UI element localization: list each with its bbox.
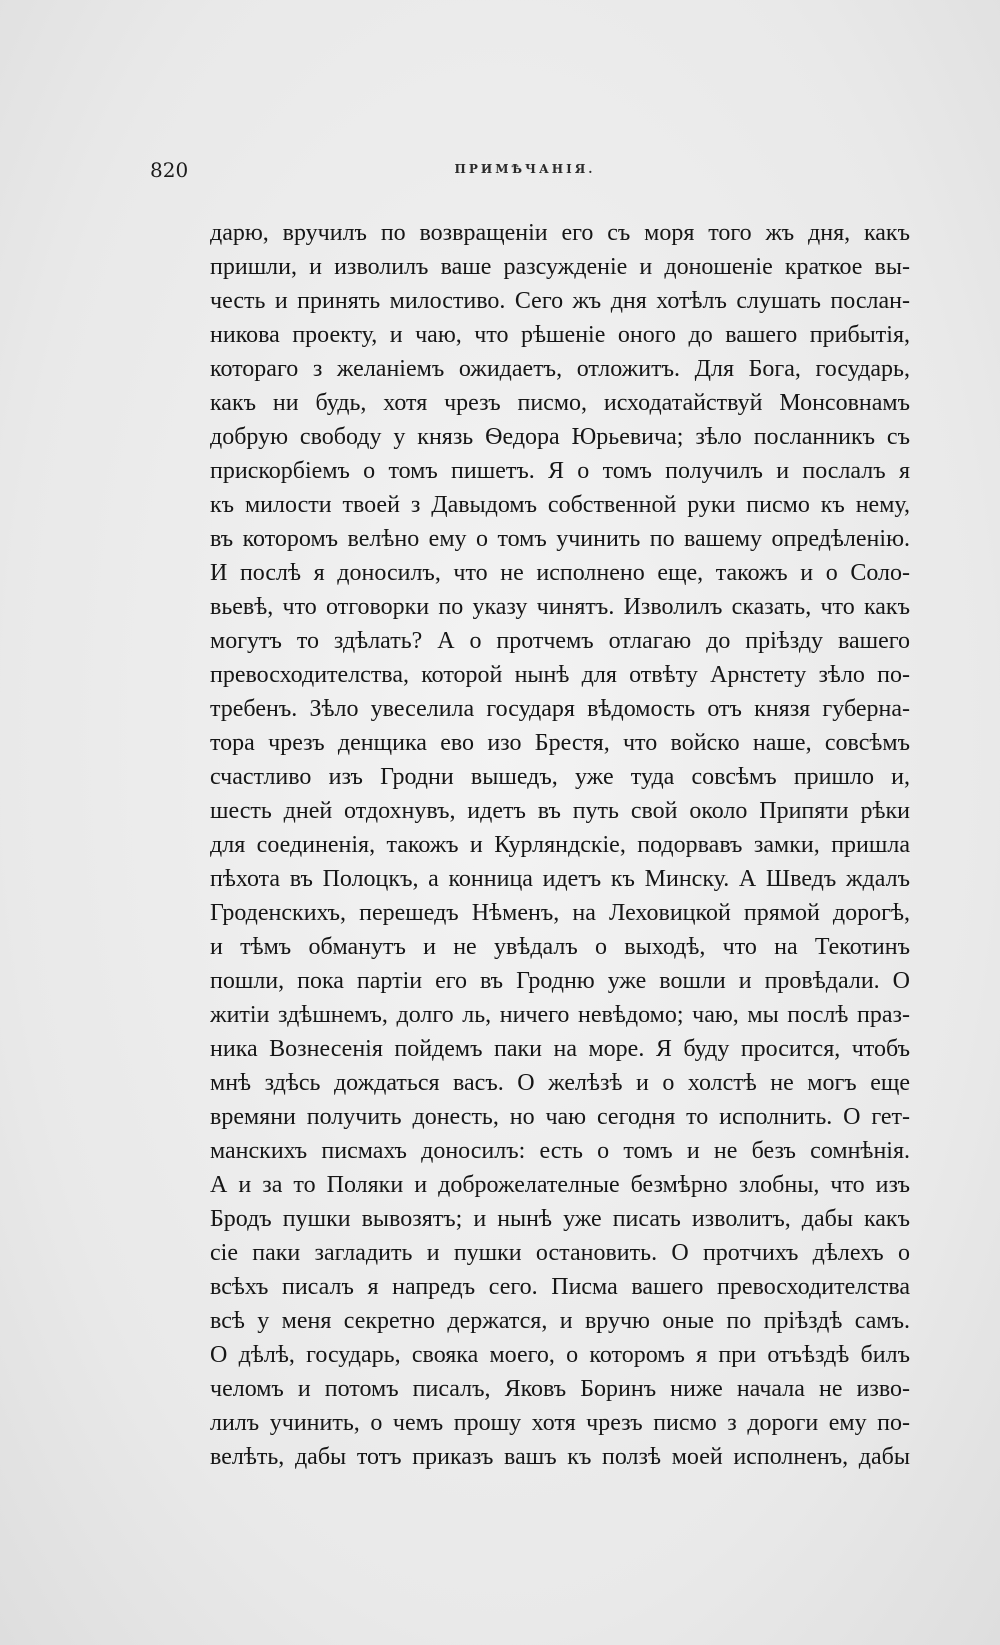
text-line: котораго з желаніемъ ожидаетъ, отложитъ. Для Бога, государь, (210, 356, 910, 382)
text-line: въ которомъ велѣно ему о томъ учинить по вашему опредѣленію. (210, 526, 910, 552)
page-number: 820 (150, 158, 189, 182)
text-line: манскихъ писмахъ доносилъ: есть о томъ и не безъ сомнѣнія. (210, 1138, 910, 1164)
text-line: А и за то Поляки и доброжелателные безмѣрно злобны, что изъ (210, 1172, 910, 1198)
running-title: ПРИМѢЧАНІЯ. (454, 162, 596, 176)
text-line: добрую свободу у князь Ѳедора Юрьевича; зѣло посланникъ съ (210, 424, 910, 450)
text-line: могутъ то здѣлать? А о протчемъ отлагаю до пріѣзду вашего (210, 628, 910, 654)
text-line: мнѣ здѣсь дождаться васъ. О желѣзѣ и о холстѣ не могъ еще (210, 1070, 910, 1096)
text-line: О дѣлѣ, государь, свояка моего, о которомъ я при отъѣздѣ билъ (210, 1342, 910, 1368)
text-line: прискорбіемъ о томъ пишетъ. Я о томъ получилъ и послалъ я (210, 458, 910, 484)
text-line: превосходителства, которой нынѣ для отвѣту Арнстету зѣло по- (210, 662, 910, 688)
text-line: пѣхота въ Полоцкъ, а конница идетъ къ Минску. А Шведъ ждалъ (210, 866, 910, 892)
text-line: времяни получить донесть, но чаю сегодня то исполнить. О гет- (210, 1104, 910, 1130)
text-line: счастливо изъ Гродни вышедъ, уже туда совсѣмъ пришло и, (210, 764, 910, 790)
text-line: и тѣмъ обманутъ и не увѣдалъ о выходѣ, что на Текотинъ (210, 934, 910, 960)
text-line: Бродъ пушки вывозятъ; и нынѣ уже писать изволитъ, дабы какъ (210, 1206, 910, 1232)
text-line: къ милости твоей з Давыдомъ собственной руки писмо къ нему, (210, 492, 910, 518)
text-line: пришли, и изволилъ ваше разсужденіе и доношеніе краткое вы- (210, 254, 910, 280)
text-line: всѣхъ писалъ я напредъ сего. Писма вашего превосходителства (210, 1274, 910, 1300)
text-line: для соединенія, такожъ и Курляндскіе, подорвавъ замки, пришла (210, 832, 910, 858)
text-line: сіе паки загладить и пушки остановить. О протчихъ дѣлехъ о (210, 1240, 910, 1266)
text-line: какъ ни будь, хотя чрезъ писмо, исходатайствуй Монсовнамъ (210, 390, 910, 416)
text-line: житіи здѣшнемъ, долго ль, ничего невѣдомо; чаю, мы послѣ праз- (210, 1002, 910, 1028)
text-line: И послѣ я доносилъ, что не исполнено еще, такожъ и о Соло- (210, 560, 910, 586)
text-line: лилъ учинить, о чемъ прошу хотя чрезъ писмо з дороги ему по- (210, 1410, 910, 1436)
text-line: дарю, вручилъ по возвращеніи его съ моря того жъ дня, какъ (210, 220, 910, 246)
text-line: пошли, пока партіи его въ Гродню уже вошли и провѣдали. О (210, 968, 910, 994)
text-line: ника Вознесенія пойдемъ паки на море. Я буду просится, чтобъ (210, 1036, 910, 1062)
text-line: вьевѣ, что отговорки по указу чинятъ. Изволилъ сказать, что какъ (210, 594, 910, 620)
text-line: честь и принять милостиво. Сего жъ дня хотѣлъ слушать послан- (210, 288, 910, 314)
text-line: челомъ и потомъ писалъ, Яковъ Боринъ ниже начала не изво- (210, 1376, 910, 1402)
text-line: тора чрезъ денщика ево изо Брестя, что войско наше, совсѣмъ (210, 730, 910, 756)
text-line: всѣ у меня секретно держатся, и вручю оные по пріѣздѣ самъ. (210, 1308, 910, 1334)
text-line: требенъ. Зѣло увеселила государя вѣдомость отъ князя губерна- (210, 696, 910, 722)
text-line: никова проекту, и чаю, что рѣшеніе оного до вашего прибытія, (210, 322, 910, 348)
text-line: велѣть, дабы тотъ приказъ вашъ къ ползѣ моей исполненъ, дабы (210, 1444, 910, 1470)
text-line: Гроденскихъ, перешедъ Нѣменъ, на Леховицкой прямой дорогѣ, (210, 900, 910, 926)
page-header (150, 158, 900, 188)
body-text (210, 216, 910, 1474)
text-line: шесть дней отдохнувъ, идетъ въ путь свой около Припяти рѣки (210, 798, 910, 824)
